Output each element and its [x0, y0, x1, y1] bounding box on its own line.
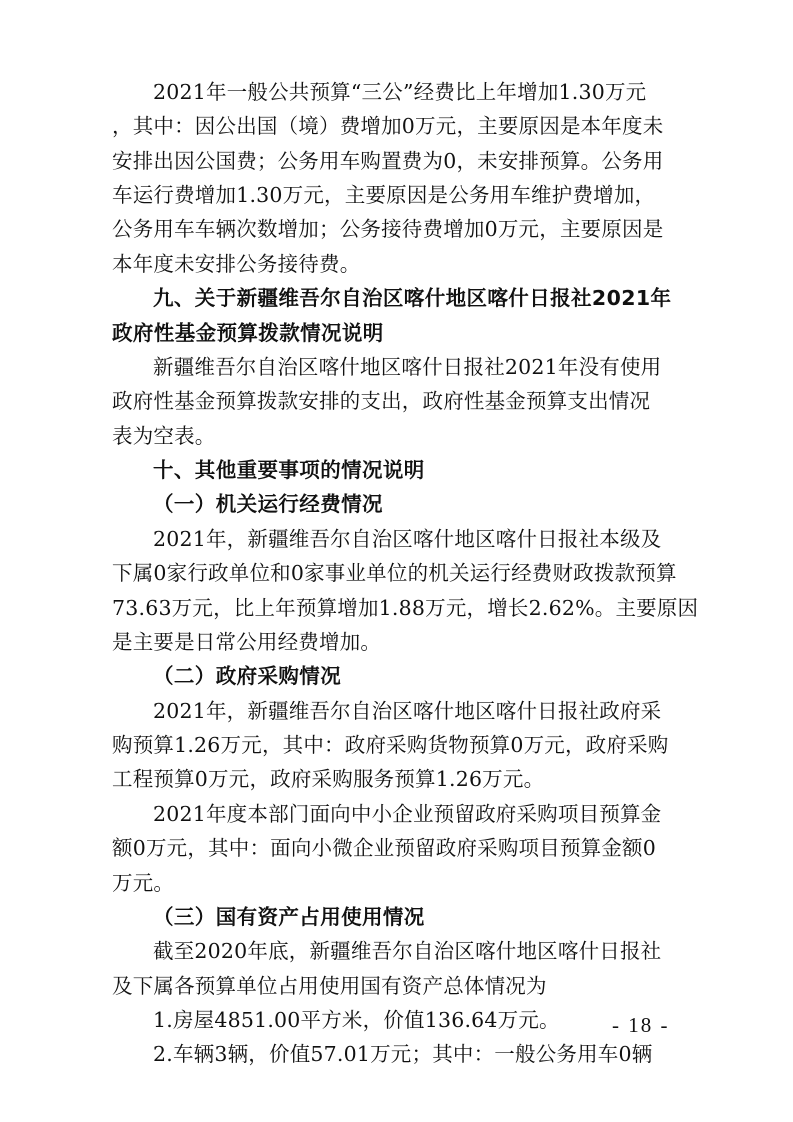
page-number: - 18 -: [612, 1013, 670, 1037]
paragraph-line: 2021年，新疆维吾尔自治区喀什地区喀什日报社政府采: [153, 699, 662, 723]
paragraph-line: ，其中：因公出国（境）费增加0万元，主要原因是本年度未: [112, 114, 664, 138]
list-item: 2.车辆3辆，价值57.01万元；其中：一般公务用车0辆: [153, 1042, 653, 1066]
section-heading-9: 九、关于新疆维吾尔自治区喀什地区喀什日报社2021年: [153, 286, 672, 310]
paragraph-line: 新疆维吾尔自治区喀什地区喀什日报社2021年没有使用: [153, 355, 662, 379]
subsection-heading-3: （三）国有资产占用使用情况: [153, 905, 425, 929]
list-item: 1.房屋4851.00平方米，价值136.64万元。: [153, 1008, 560, 1032]
section-heading-10: 十、其他重要事项的情况说明: [153, 458, 425, 482]
paragraph-line: 截至2020年底，新疆维吾尔自治区喀什地区喀什日报社: [153, 939, 662, 963]
paragraph-line: 政府性基金预算拨款安排的支出，政府性基金预算支出情况: [112, 389, 651, 413]
paragraph-line: 本年度未安排公务接待费。: [112, 252, 361, 276]
paragraph-line: 购预算1.26万元，其中：政府采购货物预算0万元，政府采购: [112, 733, 669, 757]
section-heading-9-continued: 政府性基金预算拨款情况说明: [112, 321, 384, 345]
subsection-heading-2: （二）政府采购情况: [153, 664, 342, 688]
paragraph-line: 2021年度本部门面向中小企业预留政府采购项目预算金: [153, 802, 662, 826]
paragraph-line: 表为空表。: [112, 424, 216, 448]
paragraph-line: 及下属各预算单位占用使用国有资产总体情况为: [112, 974, 547, 998]
paragraph-line: 万元。: [112, 871, 175, 895]
paragraph-line: 73.63万元，比上年预算增加1.88万元，增长2.62%。主要原因: [112, 596, 699, 620]
paragraph-line: 2021年一般公共预算“三公”经费比上年增加1.30万元: [153, 80, 647, 104]
paragraph-line: 工程预算0万元，政府采购服务预算1.26万元。: [112, 767, 545, 791]
subsection-heading-1: （一）机关运行经费情况: [153, 492, 383, 516]
paragraph-line: 额0万元，其中：面向小微企业预留政府采购项目预算金额0: [112, 836, 656, 860]
paragraph-line: 安排出因公国费；公务用车购置费为0，未安排预算。公务用: [112, 149, 664, 173]
paragraph-line: 2021年，新疆维吾尔自治区喀什地区喀什日报社本级及: [153, 527, 662, 551]
paragraph-line: 下属0家行政单位和0家事业单位的机关运行经费财政拨款预算: [112, 561, 677, 585]
paragraph-line: 车运行费增加1.30万元，主要原因是公务用车维护费增加，: [112, 183, 656, 207]
paragraph-line: 公务用车车辆次数增加；公务接待费增加0万元，主要原因是: [112, 217, 664, 241]
paragraph-line: 是主要是日常公用经费增加。: [112, 630, 382, 654]
